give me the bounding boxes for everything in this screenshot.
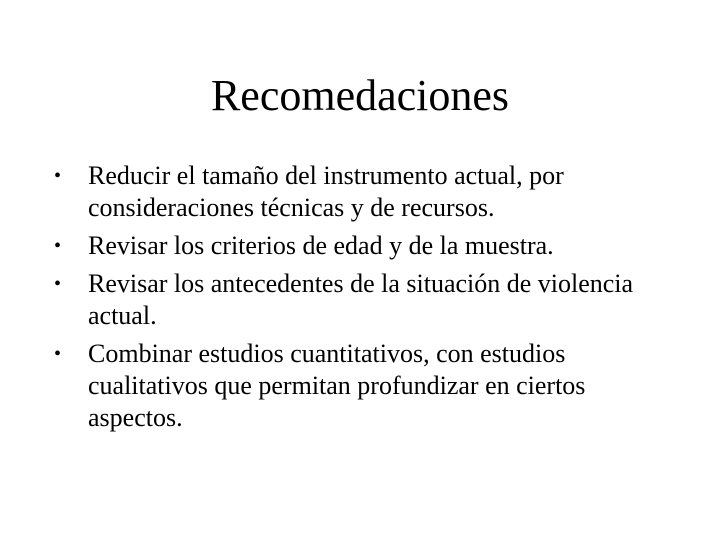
bullet-icon: • xyxy=(54,165,62,187)
bullet-item xyxy=(54,338,664,434)
bullet-item xyxy=(54,230,664,262)
bullet-icon: • xyxy=(54,343,62,365)
bullet-text: Revisar los criterios de edad y de la muestra. xyxy=(88,231,554,260)
bullet-text: Revisar los antecedentes de la situación de violencia actual. xyxy=(88,269,634,330)
bullet-text: Reducir el tamaño del instrumento actual, por consideraciones técnicas y de recursos. xyxy=(88,161,564,222)
bullet-item xyxy=(54,160,664,224)
bullet-icon: • xyxy=(54,235,62,257)
bullet-icon: • xyxy=(54,273,62,295)
bullet-item xyxy=(54,268,664,332)
bullet-list xyxy=(54,160,664,440)
bullet-text: Combinar estudios cuantitativos, con estudios cualitativos que permitan profundizar en ciertos aspectos. xyxy=(88,339,586,432)
slide-title: Recomedaciones xyxy=(210,71,510,120)
